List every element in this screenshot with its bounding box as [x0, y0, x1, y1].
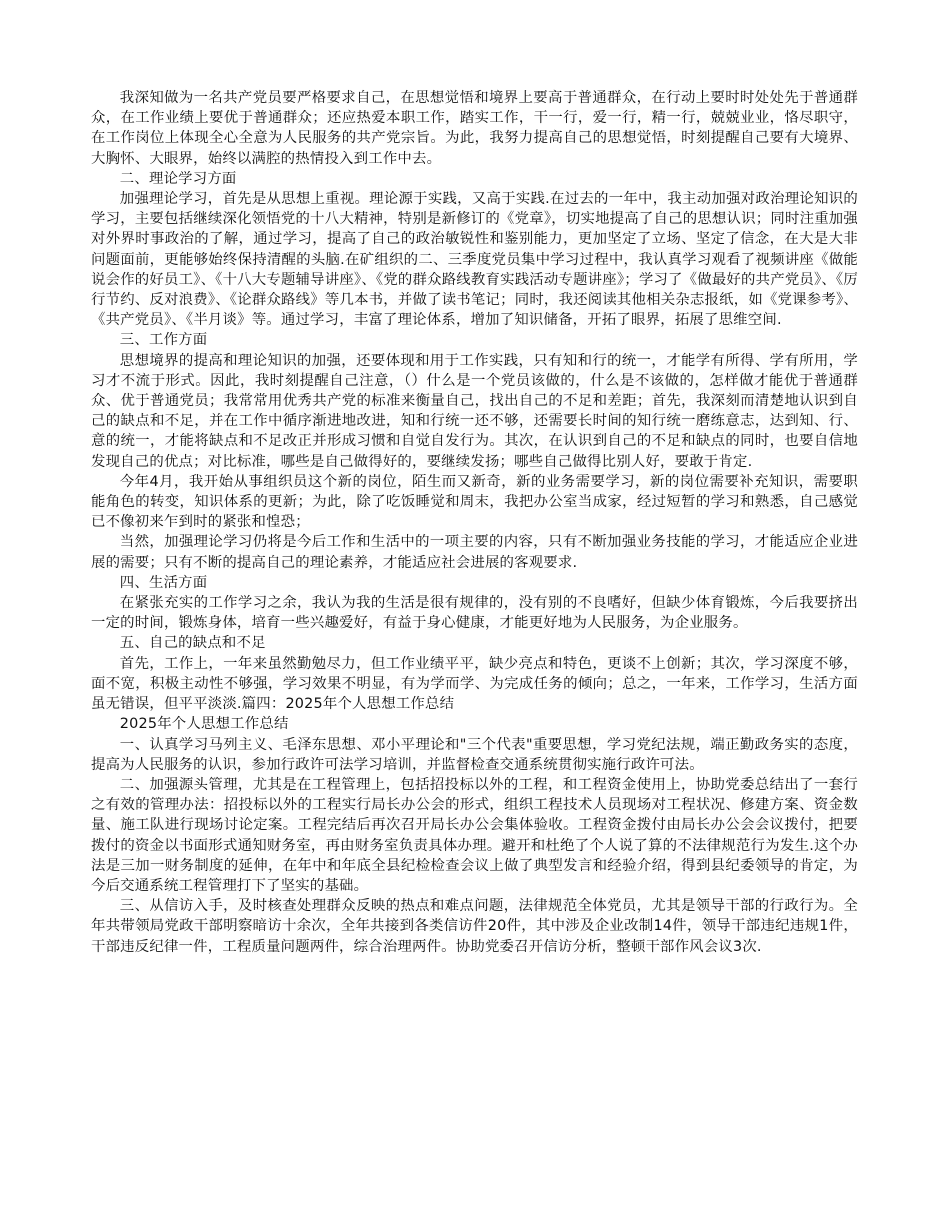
section-heading-work: 三、工作方面: [119, 332, 208, 349]
paragraph-shortcomings: 首先，工作上，一年来虽然勤勉尽力，但工作业绩平平，缺少亮点和特色，更谈不上创新；其次，学习深度不够，面不宽，积极主动性不够强，学习效果不明显，有为学而学、为完成任务的倾向；总之，一年来，工作学习，生活方面虽无错误，但平平淡淡.篇四：2025年个人思想工作总结: [91, 655, 858, 713]
section-heading-life: 四、生活方面: [119, 574, 208, 591]
paragraph-commitment: 我深知做为一名共产党员要严格要求自己，在思想觉悟和境界上要高于普通群众，在行动上要时时处处先于普通群众，在工作业绩上要优于普通群众；还应热爱本职工作，踏实工作，干一行，爱一行，精一行，兢兢业业，恪尽职守，在工作岗位上体现全心全意为人民服务的共产党宗旨。为此，我努力提高自己的思想觉悟，时刻提醒自己要有大境界、大胸怀、大眼界，始终以满腔的热情投入到工作中去。: [91, 90, 858, 167]
paragraph-petitions: 三、从信访入手，及时核查处理群众反映的热点和难点问题，法律规范全体党员，尤其是领导干部的行政行为。全年共带领局党政干部明察暗访十余次，全年共接到各类信访件20件，其中涉及企业改制14件，领导干部违纪违规1件，干部违反纪律一件，工程质量问题两件，综合治理两件。协助党委召开信访分析，整顿干部作风会议3次.: [91, 898, 858, 955]
paragraph-new-position: 今年4月，我开始从事组织员这个新的岗位，陌生而又新奇，新的业务需要学习，新的岗位需要补充知识，需要职能角色的转变，知识体系的更新；为此，除了吃饭睡觉和周末，我把办公室当成家，经过短暂的学习和熟悉，自己感觉已不像初来乍到时的紧张和惶恐；: [91, 473, 858, 531]
document-subtitle: 2025年个人思想工作总结: [119, 716, 289, 733]
paragraph-work-practice: 思想境界的提高和理论知识的加强，还要体现和用于工作实践，只有知和行的统一，才能学有所得、学有所用，学习才不流于形式。因此，我时刻提醒自己注意，（）什么是一个党员该做的，什么是不该做的，怎样做才能优于普通群众、优于普通党员；我常常用优秀共产党的标准来衡量自己，找出自己的不足和差距；首先，我深刻而清楚地认识到自己的缺点和不足，并在工作中循序渐进地改进，知和行统一还不够，还需要长时间的知行统一磨练意志，达到知、行、意的统一，才能将缺点和不足改正并形成习惯和自觉自发行为。其次，在认识到自己的不足和缺点的同时，也要自信地发现自己的优点；对比标准，哪些是自己做得好的，要继续发扬；哪些自己做得比别人好，要敢于肯定.: [91, 352, 858, 470]
paragraph-source-management: 二、加强源头管理，尤其是在工程管理上，包括招投标以外的工程，和工程资金使用上，协助党委总结出了一套行之有效的管理办法：招投标以外的工程实行局长办公会的形式，组织工程技术人员现场对工程状况、修建方案、资金数量、施工队进行现场讨论定案。工程完结后再次召开局长办公会集体验收。工程资金拨付由局长办公会会议拨付，把要拨付的资金以书面形式通知财务室，再由财务室负责具体办理。避开和杜绝了个人说了算的不法律规范行为发生.这个办法是三加一财务制度的延伸，在年中和年底全县纪检检查会议上做了典型发言和经验介绍，得到县纪委领导的肯定，为今后交通系统工程管理打下了坚实的基础。: [91, 776, 858, 894]
paragraph-theory-study: 加强理论学习，首先是从思想上重视。理论源于实践，又高于实践.在过去的一年中，我主动加强对政治理论知识的学习，主要包括继续深化领悟党的十八大精神，特别是新修订的《党章》，切实地提高了自己的思想认识；同时注重加强对外界时事政治的了解，通过学习，提高了自己的政治敏锐性和鉴别能力，更加坚定了立场、坚定了信念，在大是大非问题面前，更能够始终保持清醒的头脑.在矿组织的二、三季度党员集中学习过程中，我认真学习观看了视频讲座《做能说会作的好员工》、《十八大专题辅导讲座》、《党的群众路线教育实践活动专题讲座》；学习了《做最好的共产党员》、《厉行节约、反对浪费》、《论群众路线》等几本书，并做了读书笔记；同时，我还阅读其他相关杂志报纸，如《党课参考》、《共产党员》、《半月谈》等。通过学习，丰富了理论体系，增加了知识储备，开拓了眼界，拓展了思维空间.: [91, 191, 858, 329]
paragraph-life: 在紧张充实的工作学习之余，我认为我的生活是很有规律的，没有别的不良嗜好，但缺少体育锻炼，今后我要挤出一定的时间，锻炼身体，培育一些兴趣爱好，有益于身心健康，才能更好地为人民服务，为企业服务。: [91, 595, 858, 632]
section-heading-theory: 二、理论学习方面: [119, 170, 237, 187]
paragraph-study-policy: 一、认真学习马列主义、毛泽东思想、邓小平理论和"三个代表"重要思想，学习党纪法规，端正勤政务实的态度，提高为人民服务的认识，参加行政许可法学习培训，并监督检查交通系统贯彻实施行政许可法。: [91, 736, 858, 773]
paragraph-continued-learning: 当然，加强理论学习仍将是今后工作和生活中的一项主要的内容，只有不断加强业务技能的学习，才能适应企业进展的需要；只有不断的提高自己的理论素养，才能适应社会进展的客观要求.: [91, 534, 858, 571]
section-heading-shortcomings: 五、自己的缺点和不足: [119, 635, 266, 652]
